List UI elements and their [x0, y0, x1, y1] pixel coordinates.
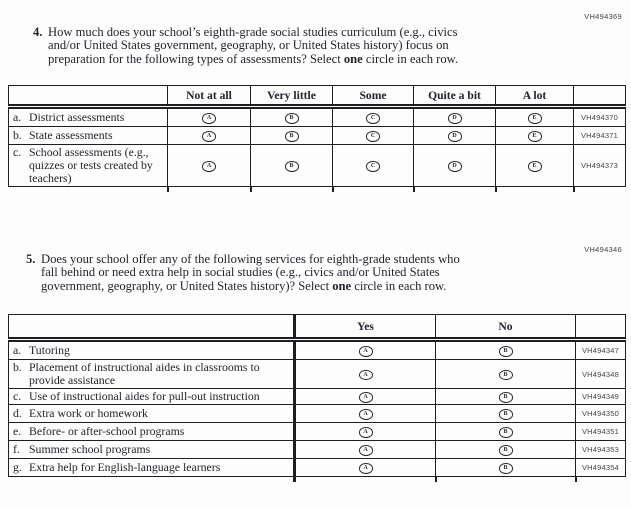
column-header: No: [436, 315, 576, 340]
row-label: District assessments: [29, 110, 125, 124]
table-row: [9, 389, 626, 405]
table-column-stub: [250, 186, 252, 192]
answer-circle[interactable]: B: [499, 445, 513, 456]
row-label: Before- or after-school programs: [29, 424, 185, 438]
answer-circle[interactable]: E: [528, 113, 542, 124]
row-label: Extra work or homework: [29, 406, 148, 420]
empty-header-cell: [9, 315, 295, 340]
answer-circle[interactable]: E: [528, 131, 542, 142]
table-row: [9, 459, 626, 477]
row-code: VH494348: [576, 360, 626, 389]
row-code: VH494349: [576, 389, 626, 405]
q5-response-table: [8, 314, 626, 477]
question-line-text: circle in each row.: [351, 278, 447, 293]
table-row: [9, 340, 626, 360]
question-line: fall behind or need extra help in social studies (e.g., civics and/or United States: [41, 265, 440, 280]
table-column-stub: [413, 186, 415, 192]
column-header: Quite a bit: [414, 86, 496, 107]
header-row: [9, 315, 626, 340]
answer-circle[interactable]: A: [359, 445, 373, 456]
answer-circle[interactable]: A: [359, 409, 373, 420]
header-row: [9, 86, 626, 107]
row-label: Tutoring: [29, 343, 70, 357]
question-4-code: VH494369: [584, 12, 622, 21]
row-code: VH494370: [574, 107, 626, 127]
table-row: [9, 441, 626, 459]
row-code: VH494371: [574, 127, 626, 145]
row-letter: a.: [13, 110, 22, 124]
row-letter: b.: [13, 360, 22, 374]
answer-circle[interactable]: A: [359, 346, 373, 357]
answer-circle[interactable]: C: [366, 113, 380, 124]
answer-circle[interactable]: B: [499, 409, 513, 420]
question-line: How much does your school’s eighth-grade social studies curriculum (e.g., civics: [48, 25, 458, 39]
row-label: State assessments: [29, 128, 113, 142]
row-letter: e.: [13, 424, 22, 438]
row-code: VH494347: [576, 340, 626, 360]
table-column-stub: [167, 186, 169, 192]
question-5-number: 5.: [26, 252, 36, 266]
answer-circle[interactable]: E: [528, 161, 542, 172]
answer-circle[interactable]: B: [285, 113, 299, 124]
question-5-lines: [41, 253, 460, 293]
table-column-stub: [332, 186, 334, 192]
table-column-stub: [575, 476, 577, 482]
table-row: [9, 145, 626, 187]
answer-circle[interactable]: A: [359, 463, 373, 474]
answer-circle[interactable]: B: [285, 161, 299, 172]
table-column-stub: [495, 186, 497, 192]
answer-circle[interactable]: B: [499, 370, 513, 381]
answer-circle[interactable]: B: [285, 131, 299, 142]
emphasis-one: one: [332, 278, 352, 293]
answer-circle[interactable]: D: [448, 131, 462, 142]
row-code: VH494354: [576, 459, 626, 477]
q4-table: [8, 85, 626, 187]
column-header: A lot: [496, 86, 574, 107]
answer-circle[interactable]: A: [202, 161, 216, 172]
answer-circle[interactable]: B: [499, 392, 513, 403]
answer-circle[interactable]: A: [202, 131, 216, 142]
answer-circle[interactable]: A: [359, 370, 373, 381]
row-label: Placement of instructional aides in classrooms to provide assistance: [29, 360, 260, 387]
question-line-text: government, geography, or United States history)? Select: [41, 278, 333, 293]
answer-circle[interactable]: B: [499, 346, 513, 357]
table-row: [9, 107, 626, 127]
table-column-stub: [573, 186, 575, 192]
row-letter: g.: [13, 460, 22, 474]
question-line: [48, 53, 458, 66]
table-row: [9, 423, 626, 441]
row-letter: f.: [13, 442, 20, 456]
question-4-text: [33, 26, 458, 66]
answer-circle[interactable]: C: [366, 161, 380, 172]
column-header: Some: [333, 86, 414, 107]
row-letter: a.: [13, 343, 22, 357]
row-letter: c.: [13, 145, 22, 159]
answer-circle[interactable]: D: [448, 161, 462, 172]
row-code: VH494373: [574, 145, 626, 187]
table-row: [9, 360, 626, 389]
column-header: Yes: [295, 315, 436, 340]
column-header: Not at all: [168, 86, 251, 107]
row-code: VH494351: [576, 423, 626, 441]
table-column-stub: [435, 476, 437, 482]
code-column-header: [574, 86, 626, 107]
q4-response-table: [8, 85, 626, 187]
question-5-text: [26, 253, 460, 293]
column-header: Very little: [251, 86, 333, 107]
row-letter: c.: [13, 389, 22, 403]
table-column-stub: [293, 476, 296, 482]
row-label: School assessments (e.g., quizzes or tests created by teachers): [29, 145, 153, 185]
code-column-header: [576, 315, 626, 340]
table-row: [9, 127, 626, 145]
answer-circle[interactable]: A: [359, 427, 373, 438]
question-4-number: 4.: [33, 25, 43, 39]
question-line-text: circle in each row.: [362, 51, 459, 66]
row-letter: d.: [13, 406, 22, 420]
answer-circle[interactable]: C: [366, 131, 380, 142]
answer-circle[interactable]: A: [359, 392, 373, 403]
answer-circle[interactable]: A: [202, 113, 216, 124]
answer-circle[interactable]: B: [499, 427, 513, 438]
row-code: VH494350: [576, 405, 626, 423]
row-label: Extra help for English-language learners: [29, 460, 221, 474]
answer-circle[interactable]: D: [448, 113, 462, 124]
row-code: VH494353: [576, 441, 626, 459]
question-line: Does your school offer any of the following services for eighth-grade students who: [41, 252, 460, 266]
question-line-text: preparation for the following types of assessments? Select: [48, 51, 344, 66]
emphasis-one: one: [343, 51, 363, 66]
row-letter: b.: [13, 128, 22, 142]
empty-header-cell: [9, 86, 168, 107]
question-line: [41, 280, 460, 293]
row-label: Summer school programs: [29, 442, 151, 456]
question-4-lines: [48, 26, 458, 66]
q5-table: [8, 314, 626, 477]
question-5-code: VH494346: [584, 245, 622, 254]
table-row: [9, 405, 626, 423]
row-label: Use of instructional aides for pull-out instruction: [29, 389, 260, 403]
answer-circle[interactable]: B: [499, 463, 513, 474]
question-line: and/or United States government, geography, or United States history) focus on: [48, 38, 449, 53]
